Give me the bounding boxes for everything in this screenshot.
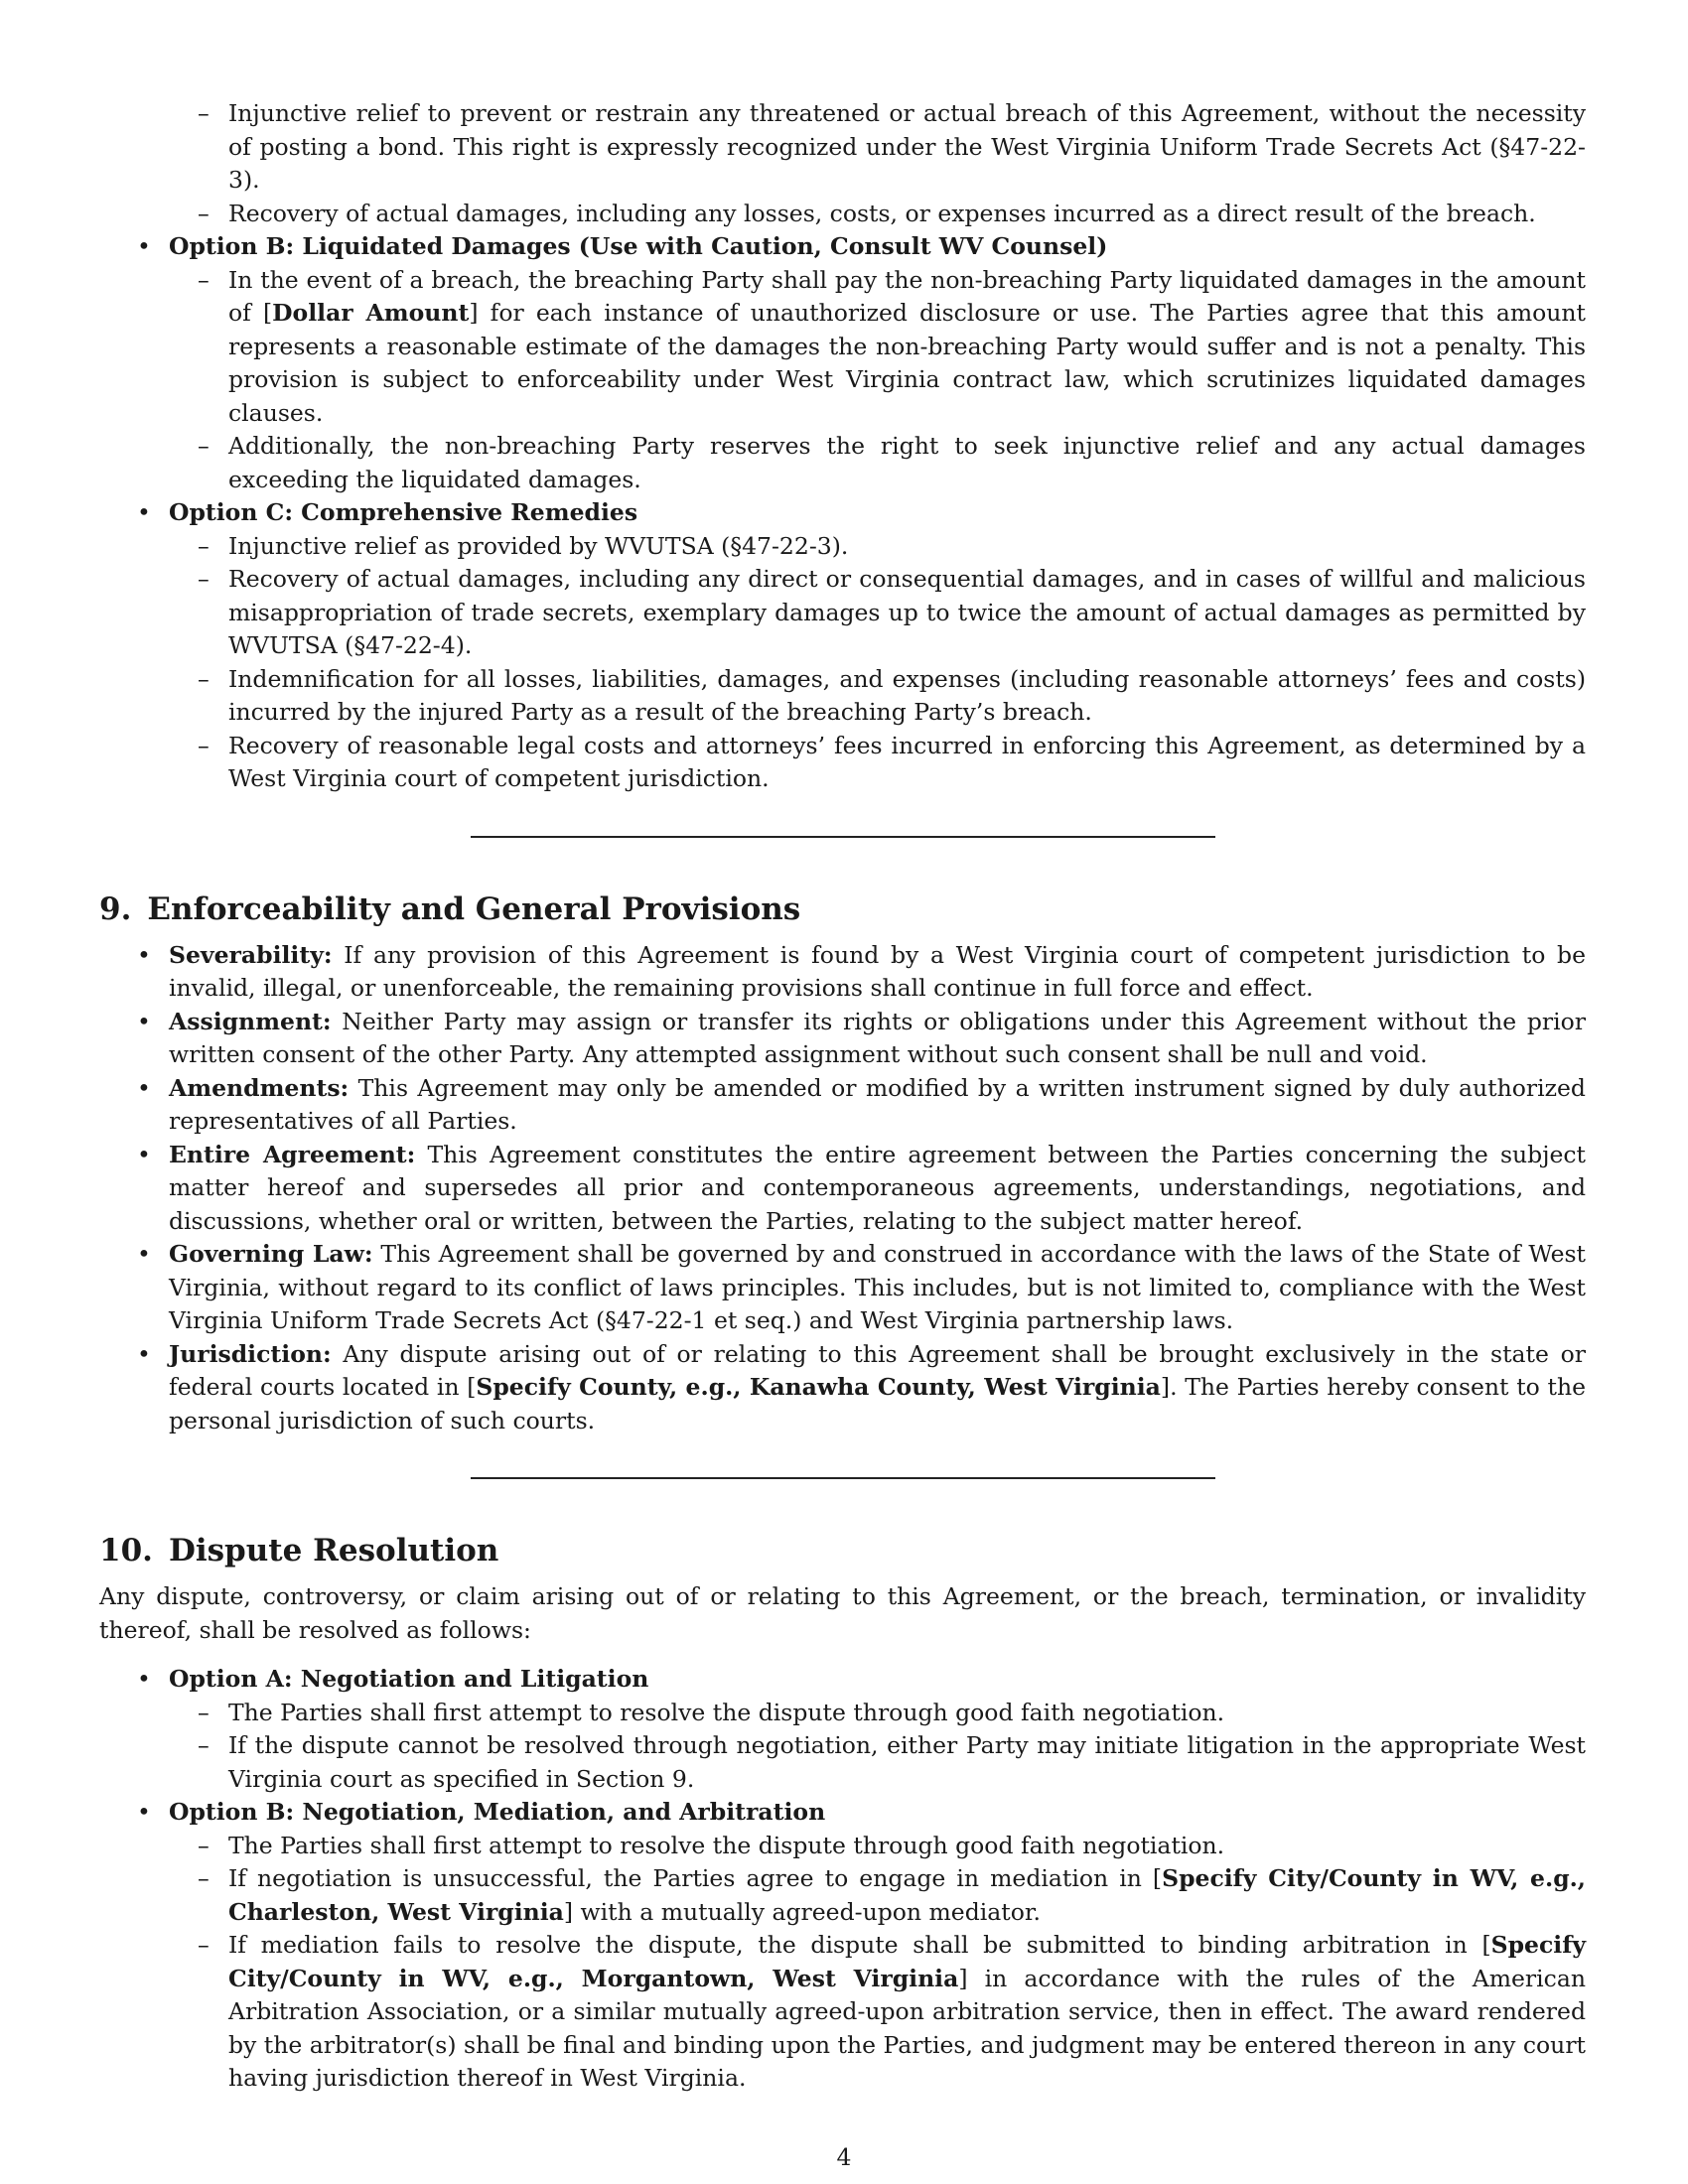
item-text: Recovery of actual damages, including any losses, costs, or expenses incurred as a direct result of the breach. bbox=[228, 199, 1536, 227]
list-item bbox=[99, 663, 1586, 730]
dash-marker: – bbox=[198, 1931, 210, 1959]
provision-label: Amendments: bbox=[169, 1073, 350, 1102]
section-heading bbox=[99, 889, 1586, 929]
list-item bbox=[99, 730, 1586, 796]
provision-text: ]. The Parties hereby consent to the personal jurisdiction of such courts. bbox=[169, 1373, 1586, 1434]
option-c-comprehensive bbox=[99, 496, 1586, 530]
item-text: Injunctive relief to prevent or restrain any threatened or actual breach of this Agreement, without the necessity of posting a bond. This right is expressly recognized under the West Virginia Uniform Trade Secrets Act (§47-22-3). bbox=[228, 99, 1586, 194]
provision-text: This Agreement shall be governed by and construed in accordance with the laws of the State of West Virginia, without regard to its conflict of laws principles. This includes, but is not limited to, compliance with the West Virginia Uniform Trade Secrets Act (§47-22-1 et seq.) and West Virginia partnership laws. bbox=[169, 1240, 1586, 1334]
item-text: ] for each instance of unauthorized disclosure or use. The Parties agree that this amount represents a reasonable estimate of the damages the non-breaching Party would suffer and is not a penalty. This provision is subject to enforceability under West Virginia contract law, which scrutinizes liquidated damages clauses. bbox=[228, 299, 1586, 427]
bullet-marker: • bbox=[137, 1339, 151, 1368]
provision-text: This Agreement may only be amended or modified by a written instrument signed by duly authorized representatives of all Parties. bbox=[169, 1073, 1586, 1135]
item-text: Recovery of reasonable legal costs and attorneys’ fees incurred in enforcing this Agreement, as determined by a West Virginia court of competent jurisdiction. bbox=[228, 731, 1586, 792]
dash-marker: – bbox=[198, 531, 210, 560]
section-title: Dispute Resolution bbox=[168, 1533, 499, 1569]
list-item bbox=[99, 264, 1586, 431]
list-item bbox=[99, 97, 1586, 198]
dash-marker: – bbox=[198, 199, 210, 227]
section-number: 10. bbox=[99, 1533, 153, 1569]
remedies-list bbox=[99, 97, 1586, 796]
list-item bbox=[99, 1697, 1586, 1730]
item-text: ] in accordance with the rules of the American Arbitration Association, or a similar mutually agreed-upon arbitration service, then in effect. The award rendered by the arbitrator(s) shall be final and binding upon the Parties, and judgment may be entered thereon in any court having jurisdiction thereof in West Virginia. bbox=[228, 1964, 1586, 2092]
option-title: Option B: Liquidated Damages (Use with Caution, Consult WV Counsel) bbox=[169, 232, 1108, 260]
dash-marker: – bbox=[198, 432, 210, 460]
list-item bbox=[99, 1929, 1586, 2096]
option-a-litigation bbox=[99, 1663, 1586, 1697]
item-text: If the dispute cannot be resolved through negotiation, either Party may initiate litigation in the appropriate West Virginia court as specified in Section 9. bbox=[228, 1731, 1586, 1793]
provision-text: If any provision of this Agreement is found by a West Virginia court of competent jurisdiction to be invalid, illegal, or unenforceable, the remaining provisions shall continue in full force and effect. bbox=[169, 940, 1586, 1002]
page-number: 4 bbox=[836, 2143, 852, 2171]
list-item bbox=[99, 430, 1586, 496]
item-text: If mediation fails to resolve the dispute, the dispute shall be submitted to binding arbitration in [ bbox=[228, 1931, 1491, 1959]
provision-text: This Agreement constitutes the entire agreement between the Parties concerning the subject matter hereof and supersedes all prior and contemporaneous agreements, understandings, negotiations, and discussions, whether oral or written, between the Parties, relating to the subject matter hereof. bbox=[169, 1140, 1586, 1235]
dash-marker: – bbox=[198, 1698, 210, 1726]
list-item bbox=[99, 198, 1586, 231]
bullet-marker: • bbox=[137, 940, 151, 969]
section-divider bbox=[471, 836, 1215, 838]
list-item bbox=[99, 1072, 1586, 1139]
provision-label: Severability: bbox=[169, 940, 333, 969]
list-item bbox=[99, 530, 1586, 564]
provision-text: Neither Party may assign or transfer its rights or obligations under this Agreement without the prior written consent of the other Party. Any attempted assignment without such consent shall be null and void. bbox=[169, 1007, 1586, 1068]
document-page bbox=[99, 97, 1586, 2096]
provisions-list bbox=[99, 939, 1586, 1438]
dash-marker: – bbox=[198, 1731, 210, 1759]
item-text: Additionally, the non-breaching Party reserves the right to seek injunctive relief and any actual damages exceeding the liquidated damages. bbox=[228, 432, 1586, 493]
option-title: Option A: Negotiation and Litigation bbox=[169, 1665, 649, 1693]
placeholder-field: Specify City/County in WV, e.g., Morgantown, West Virginia bbox=[228, 1931, 1586, 1992]
bullet-marker: • bbox=[137, 232, 151, 260]
dash-marker: – bbox=[198, 1831, 210, 1859]
section-title: Enforceability and General Provisions bbox=[147, 890, 801, 927]
placeholder-field: Dollar Amount bbox=[272, 299, 470, 327]
item-text: Indemnification for all losses, liabilities, damages, and expenses (including reasonable attorneys’ fees and costs) incurred by the injured Party as a result of the breaching Party’s breach. bbox=[228, 664, 1586, 726]
option-b-liquidated bbox=[99, 230, 1586, 264]
placeholder-field: Specify City/County in WV, e.g., Charleston, West Virginia bbox=[228, 1864, 1586, 1926]
placeholder-field: Specify County, e.g., Kanawha County, West Virginia bbox=[476, 1373, 1161, 1401]
bullet-marker: • bbox=[137, 1073, 151, 1102]
item-text: ] with a mutually agreed-upon mediator. bbox=[563, 1897, 1041, 1926]
section-intro: Any dispute, controversy, or claim arising out of or relating to this Agreement, or the breach, termination, or invalidity thereof, shall be resolved as follows: bbox=[99, 1582, 1586, 1644]
bullet-marker: • bbox=[137, 1798, 151, 1826]
option-title: Option C: Comprehensive Remedies bbox=[169, 498, 638, 526]
list-item bbox=[99, 1830, 1586, 1863]
bullet-marker: • bbox=[137, 498, 151, 526]
provision-label: Jurisdiction: bbox=[169, 1339, 332, 1368]
bullet-marker: • bbox=[137, 1140, 151, 1168]
provision-text: Any dispute arising out of or relating to this Agreement shall be brought exclusively in the state or federal courts located in [ bbox=[169, 1339, 1586, 1401]
section-number: 9. bbox=[99, 890, 132, 927]
option-b-arbitration bbox=[99, 1796, 1586, 1830]
bullet-marker: • bbox=[137, 1240, 151, 1268]
provision-label: Governing Law: bbox=[169, 1240, 373, 1268]
section-heading bbox=[99, 1531, 1586, 1570]
item-text: Injunctive relief as provided by WVUTSA (§47-22-3). bbox=[228, 531, 849, 560]
dispute-options-list bbox=[99, 1663, 1586, 2096]
list-item bbox=[99, 1729, 1586, 1796]
list-item bbox=[99, 1139, 1586, 1239]
option-title: Option B: Negotiation, Mediation, and Arbitration bbox=[169, 1798, 826, 1826]
dash-marker: – bbox=[198, 664, 210, 693]
section-divider bbox=[471, 1477, 1215, 1479]
dash-marker: – bbox=[198, 265, 210, 294]
dash-marker: – bbox=[198, 565, 210, 593]
dash-marker: – bbox=[198, 1864, 210, 1892]
item-text: The Parties shall first attempt to resolve the dispute through good faith negotiation. bbox=[228, 1698, 1225, 1726]
list-item bbox=[99, 1238, 1586, 1338]
provision-label: Assignment: bbox=[169, 1007, 332, 1035]
item-text: If negotiation is unsuccessful, the Parties agree to engage in mediation in [ bbox=[228, 1864, 1163, 1892]
item-text: In the event of a breach, the breaching Party shall pay the non-breaching Party liquidated damages in the amount of [ bbox=[228, 265, 1586, 327]
bullet-marker: • bbox=[137, 1007, 151, 1035]
list-item bbox=[99, 1862, 1586, 1929]
item-text: Recovery of actual damages, including any direct or consequential damages, and in cases of willful and malicious misappropriation of trade secrets, exemplary damages up to twice the amount of actual damages as permitted by WVUTSA (§47-22-4). bbox=[228, 565, 1586, 659]
item-text: The Parties shall first attempt to resolve the dispute through good faith negotiation. bbox=[228, 1831, 1225, 1859]
list-item bbox=[99, 563, 1586, 663]
list-item bbox=[99, 939, 1586, 1006]
provision-label: Entire Agreement: bbox=[169, 1140, 416, 1168]
dash-marker: – bbox=[198, 731, 210, 759]
list-item bbox=[99, 1338, 1586, 1438]
bullet-marker: • bbox=[137, 1665, 151, 1693]
list-item bbox=[99, 1006, 1586, 1072]
dash-marker: – bbox=[198, 99, 210, 127]
